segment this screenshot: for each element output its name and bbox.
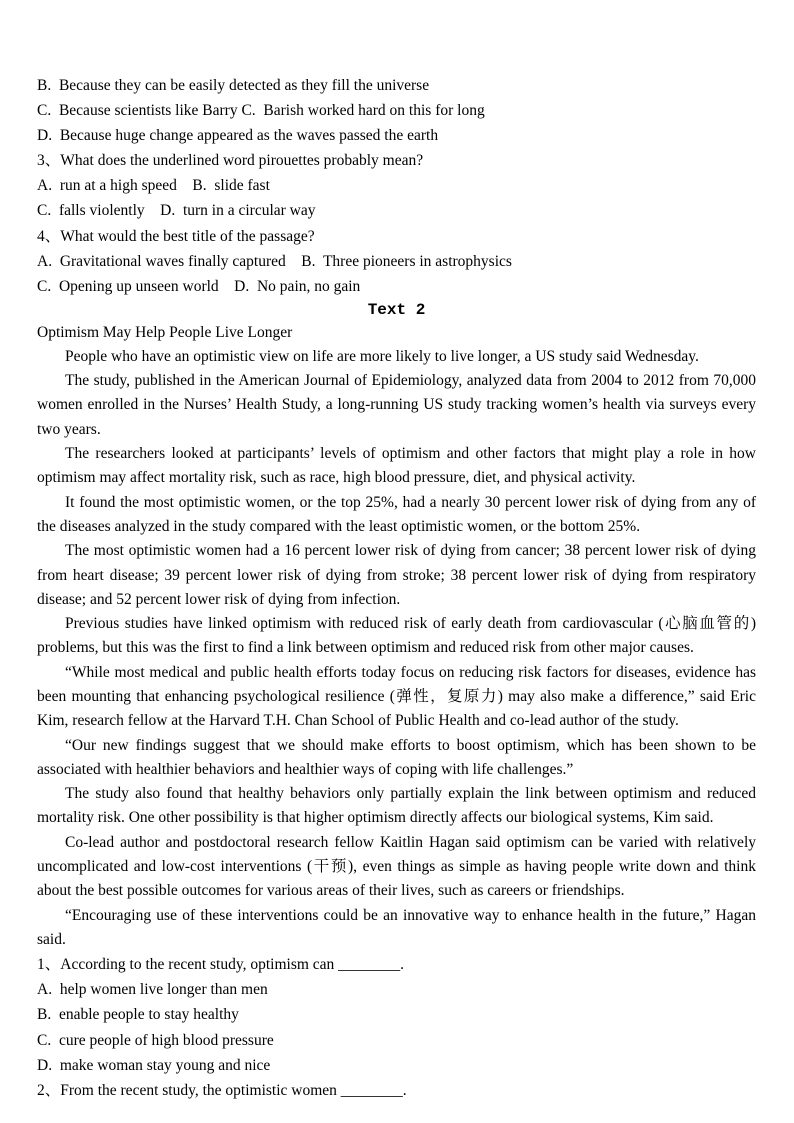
article-paragraph: The most optimistic women had a 16 percent lower risk of dying from cancer; 38 percent lower risk of dying from heart disease; 39 percent lower risk of dying from stroke; 38 percent lower risk of dying from respiratory disease; and 52 percent lower risk of dying from infection. [37, 542, 756, 608]
section-heading-text2: Text 2 [367, 300, 426, 319]
article-title: Optimism May Help People Live Longer [37, 323, 293, 341]
option-line: C. cure people of high blood pressure [37, 1031, 274, 1049]
question-line: 2、From the recent study, the optimistic women ________. [37, 1081, 407, 1099]
article-paragraph: Co-lead author and postdoctoral research fellow Kaitlin Hagan said optimism can be varied with relatively uncomplicated and low-cost interventions (干预), even things as simple as having people write down and think about the best possible outcomes for various areas of their lives, such as careers or friendships. [37, 833, 756, 900]
question-line: 3、What does the underlined word pirouettes probably mean? [37, 152, 424, 170]
option-line: D. make woman stay young and nice [37, 1056, 271, 1074]
article-paragraph: “Encouraging use of these interventions could be an innovative way to enhance health in the future,” Hagan said. [37, 906, 756, 948]
article-paragraph: It found the most optimistic women, or the top 25%, had a nearly 30 percent lower risk of dying from any of the diseases analyzed in the study compared with the least optimistic women, or the bottom 25%. [37, 493, 756, 535]
text2-questions-section [37, 952, 756, 1103]
article-paragraph: Previous studies have linked optimism with reduced risk of early death from cardiovascular (心脑血管的) problems, but this was the first to find a link between optimism and reduced risk from other major causes. [37, 615, 756, 657]
option-line: C. falls violently D. turn in a circular way [37, 202, 316, 220]
option-line: C. Opening up unseen world D. No pain, no gain [37, 277, 361, 295]
option-line: A. run at a high speed B. slide fast [37, 177, 270, 195]
option-line: C. Because scientists like Barry C. Barish worked hard on this for long [37, 102, 485, 120]
question-line: 1、According to the recent study, optimism can ________. [37, 956, 405, 974]
option-line: B. Because they can be easily detected as they fill the universe [37, 77, 430, 94]
option-line: D. Because huge change appeared as the waves passed the earth [37, 127, 439, 145]
question-line: 4、What would the best title of the passage? [37, 227, 315, 245]
article-paragraph: People who have an optimistic view on life are more likely to live longer, a US study said Wednesday. [65, 347, 699, 365]
article-paragraph: “While most medical and public health efforts today focus on reducing risk factors for diseases, evidence has been mounting that enhancing psychological resilience (弹性，复原力) may also make a difference,” said Eric Kim, research fellow at the Harvard T.H. Chan School of Public Health and co-lead author of the study. [37, 663, 756, 730]
article-paragraph: The researchers looked at participants’ levels of optimism and other factors that might play a role in how optimism may affect mortality risk, such as race, high blood pressure, diet, and physical activity. [37, 445, 756, 487]
article-body [37, 345, 756, 952]
text1-questions-section [37, 73, 756, 299]
article-paragraph: The study, published in the American Journal of Epidemiology, analyzed data from 2004 to 2012 from 70,000 women enrolled in the Nurses’ Health Study, a long-running US study tracking women’s health via surveys every two years. [37, 372, 756, 438]
option-line: A. Gravitational waves finally captured B. Three pioneers in astrophysics [37, 252, 512, 270]
option-line: A. help women live longer than men [37, 981, 268, 999]
article-paragraph: “Our new findings suggest that we should make efforts to boost optimism, which has been shown to be associated with healthier behaviors and healthier ways of coping with life challenges.” [37, 736, 756, 778]
article-paragraph: The study also found that healthy behaviors only partially explain the link between optimism and reduced mortality risk. One other possibility is that higher optimism directly affects our biological systems, Kim said. [37, 785, 756, 827]
option-line: B. enable people to stay healthy [37, 1006, 239, 1024]
page-content [37, 73, 756, 1103]
